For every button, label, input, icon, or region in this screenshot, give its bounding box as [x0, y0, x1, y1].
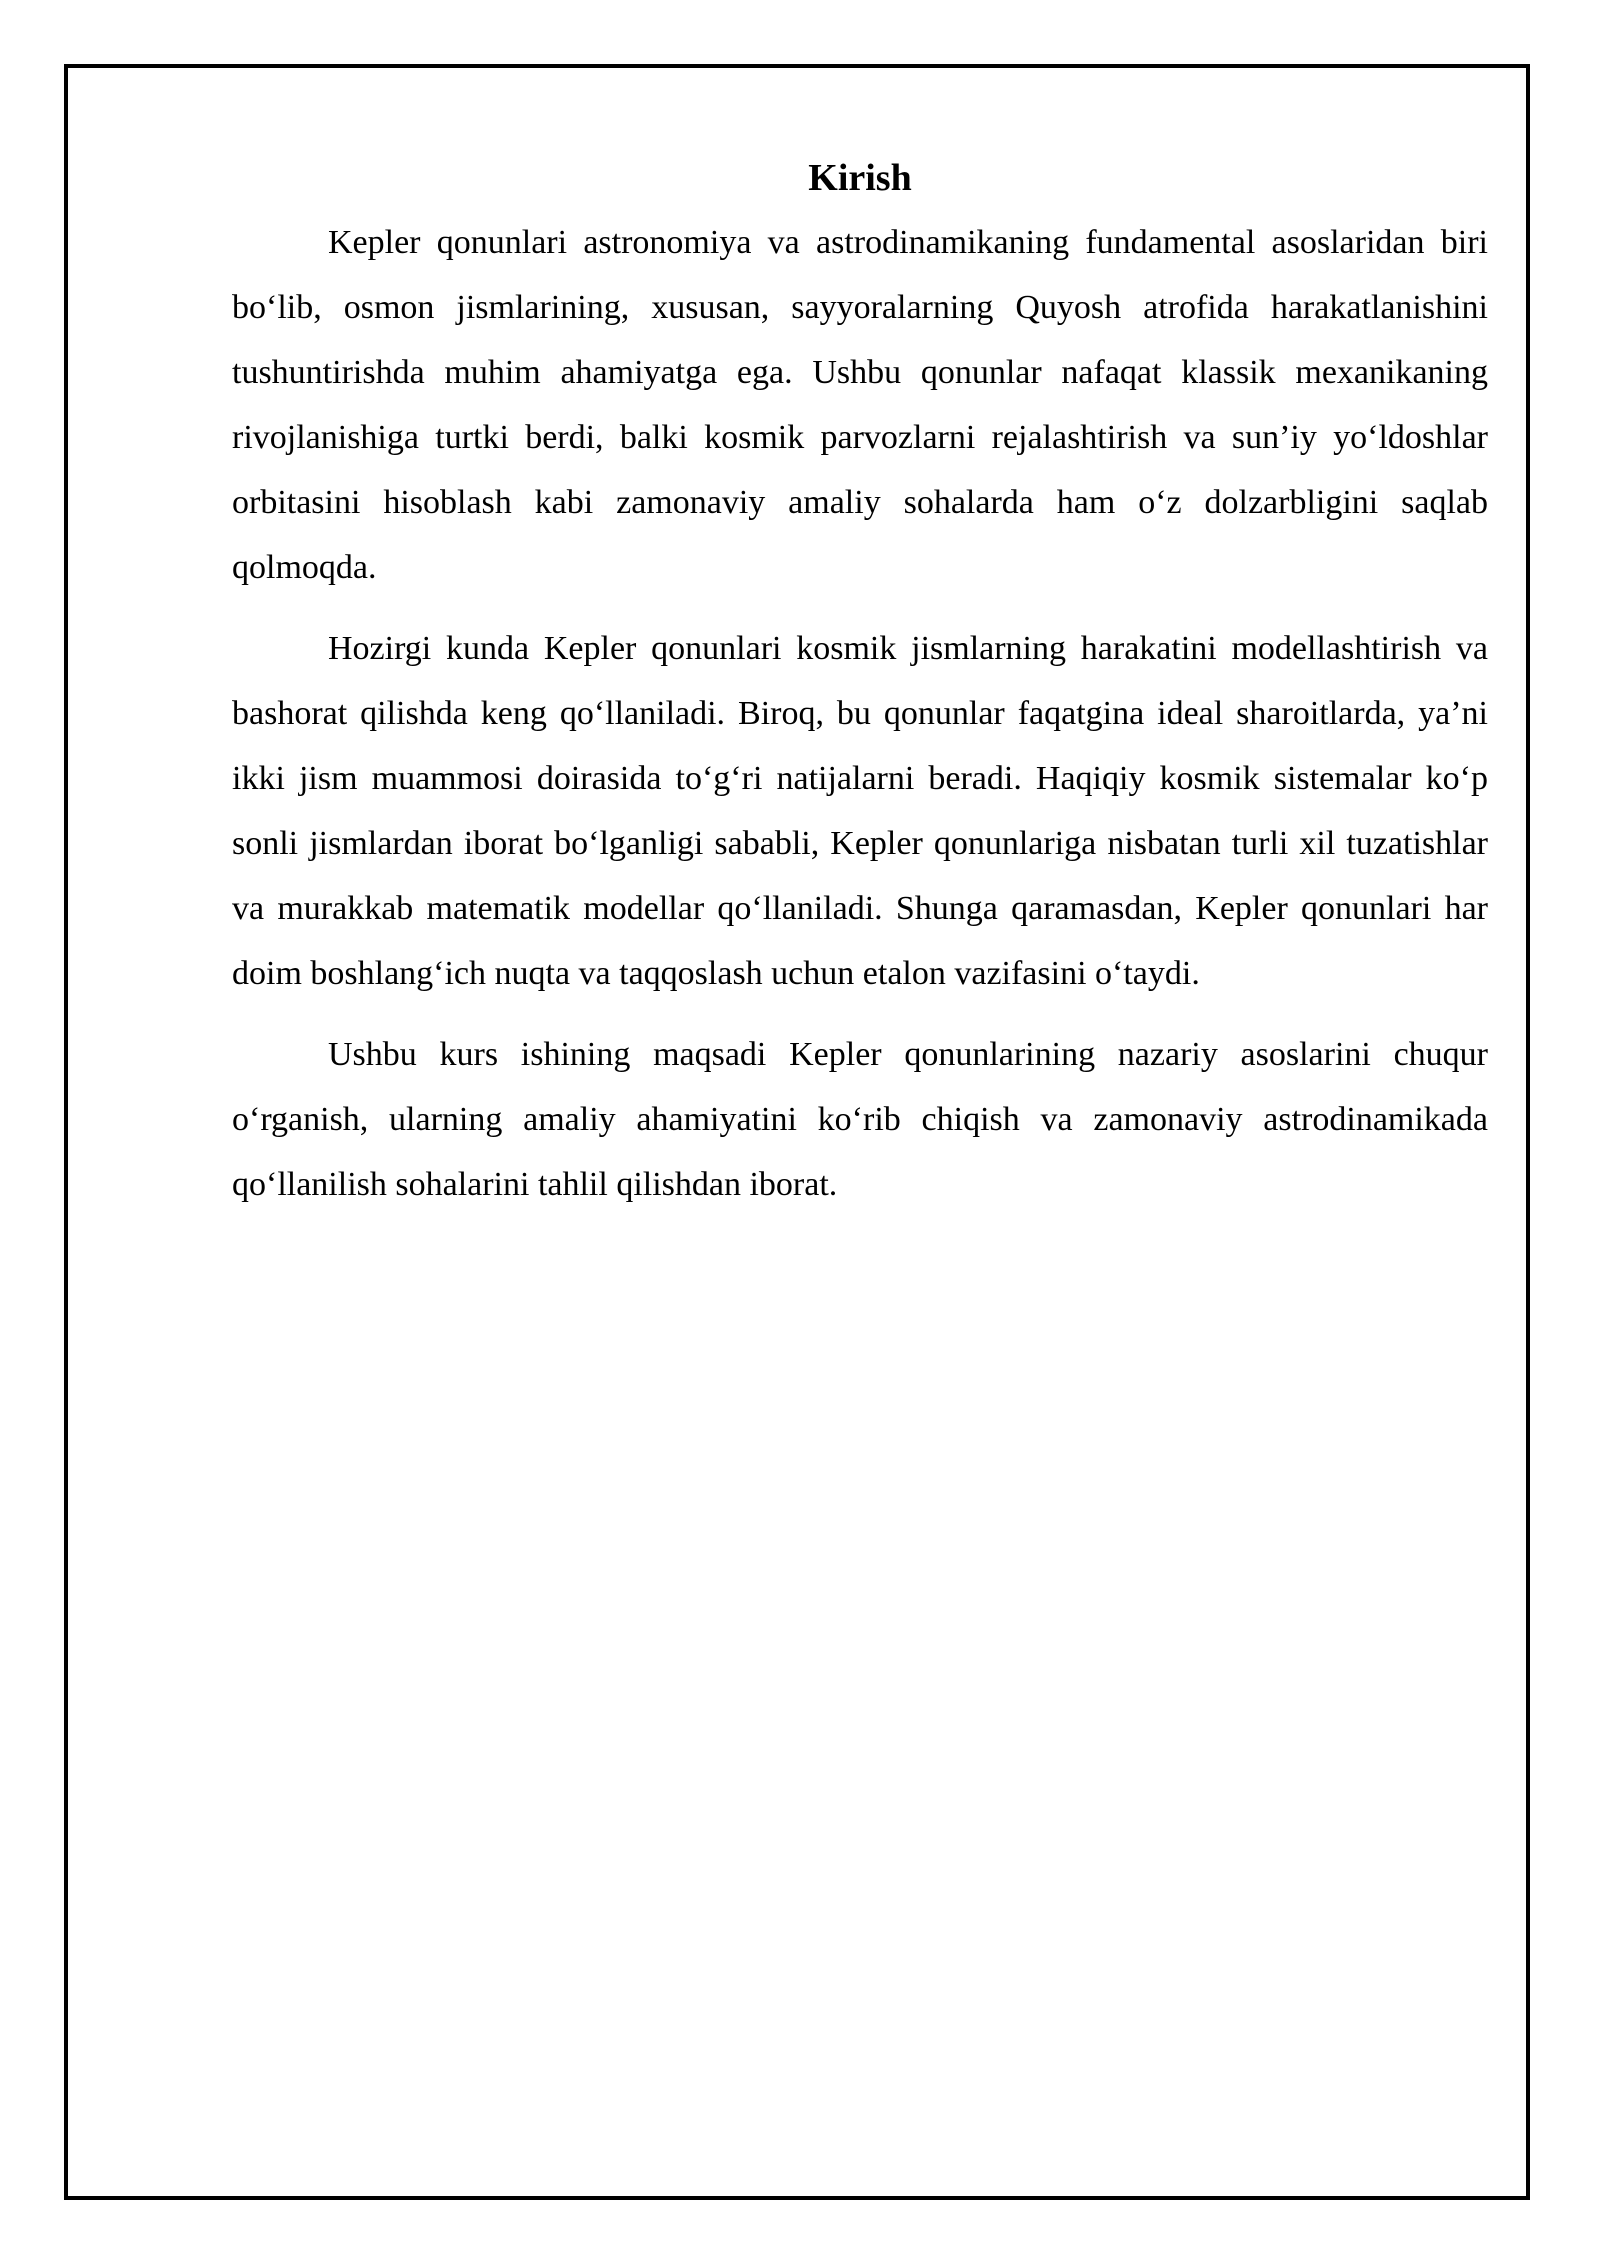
page-frame: [64, 64, 1530, 2200]
paragraph-3: Ushbu kurs ishining maqsadi Kepler qonunlarining nazariy asoslarini chuqur o‘rganish, ularning amaliy ahamiyatini ko‘rib chiqish va zamonaviy astrodinamikada qo‘llanilish sohalarini tahlil qilishdan iborat.: [232, 1036, 1488, 1203]
paragraph-2: Hozirgi kunda Kepler qonunlari kosmik jismlarning harakatini modellashtirish va bashorat qilishda keng qo‘llaniladi. Biroq, bu qonunlar faqatgina ideal sharoitlarda, ya’ni ikki jism muammosi doirasida to‘g‘ri natijalarni beradi. Haqiqiy kosmik sistemalar ko‘p sonli jismlardan iborat bo‘lganligi sababli, Kepler qonunlariga nisbatan turli xil tuzatishlar va murakkab matematik modellar qo‘llaniladi. Shunga qaramasdan, Kepler qonunlari har doim boshlang‘ich nuqta va taqqoslash uchun etalon vazifasini o‘taydi.: [232, 630, 1488, 992]
page-content: [232, 68, 1488, 1217]
page-title: Kirish: [808, 157, 912, 199]
paragraph-1: Kepler qonunlari astronomiya va astrodinamikaning fundamental asoslaridan biri bo‘lib, osmon jismlarining, xususan, sayyoralarning Quyosh atrofida harakatlanishini tushuntirishda muhim ahamiyatga ega. Ushbu qonunlar nafaqat klassik mexanikaning rivojlanishiga turtki berdi, balki kosmik parvozlarni rejalashtirish va sun’iy yo‘ldoshlar orbitasini hisoblash kabi zamonaviy amaliy sohalarda ham o‘z dolzarbligini saqlab qolmoqda.: [232, 224, 1488, 586]
